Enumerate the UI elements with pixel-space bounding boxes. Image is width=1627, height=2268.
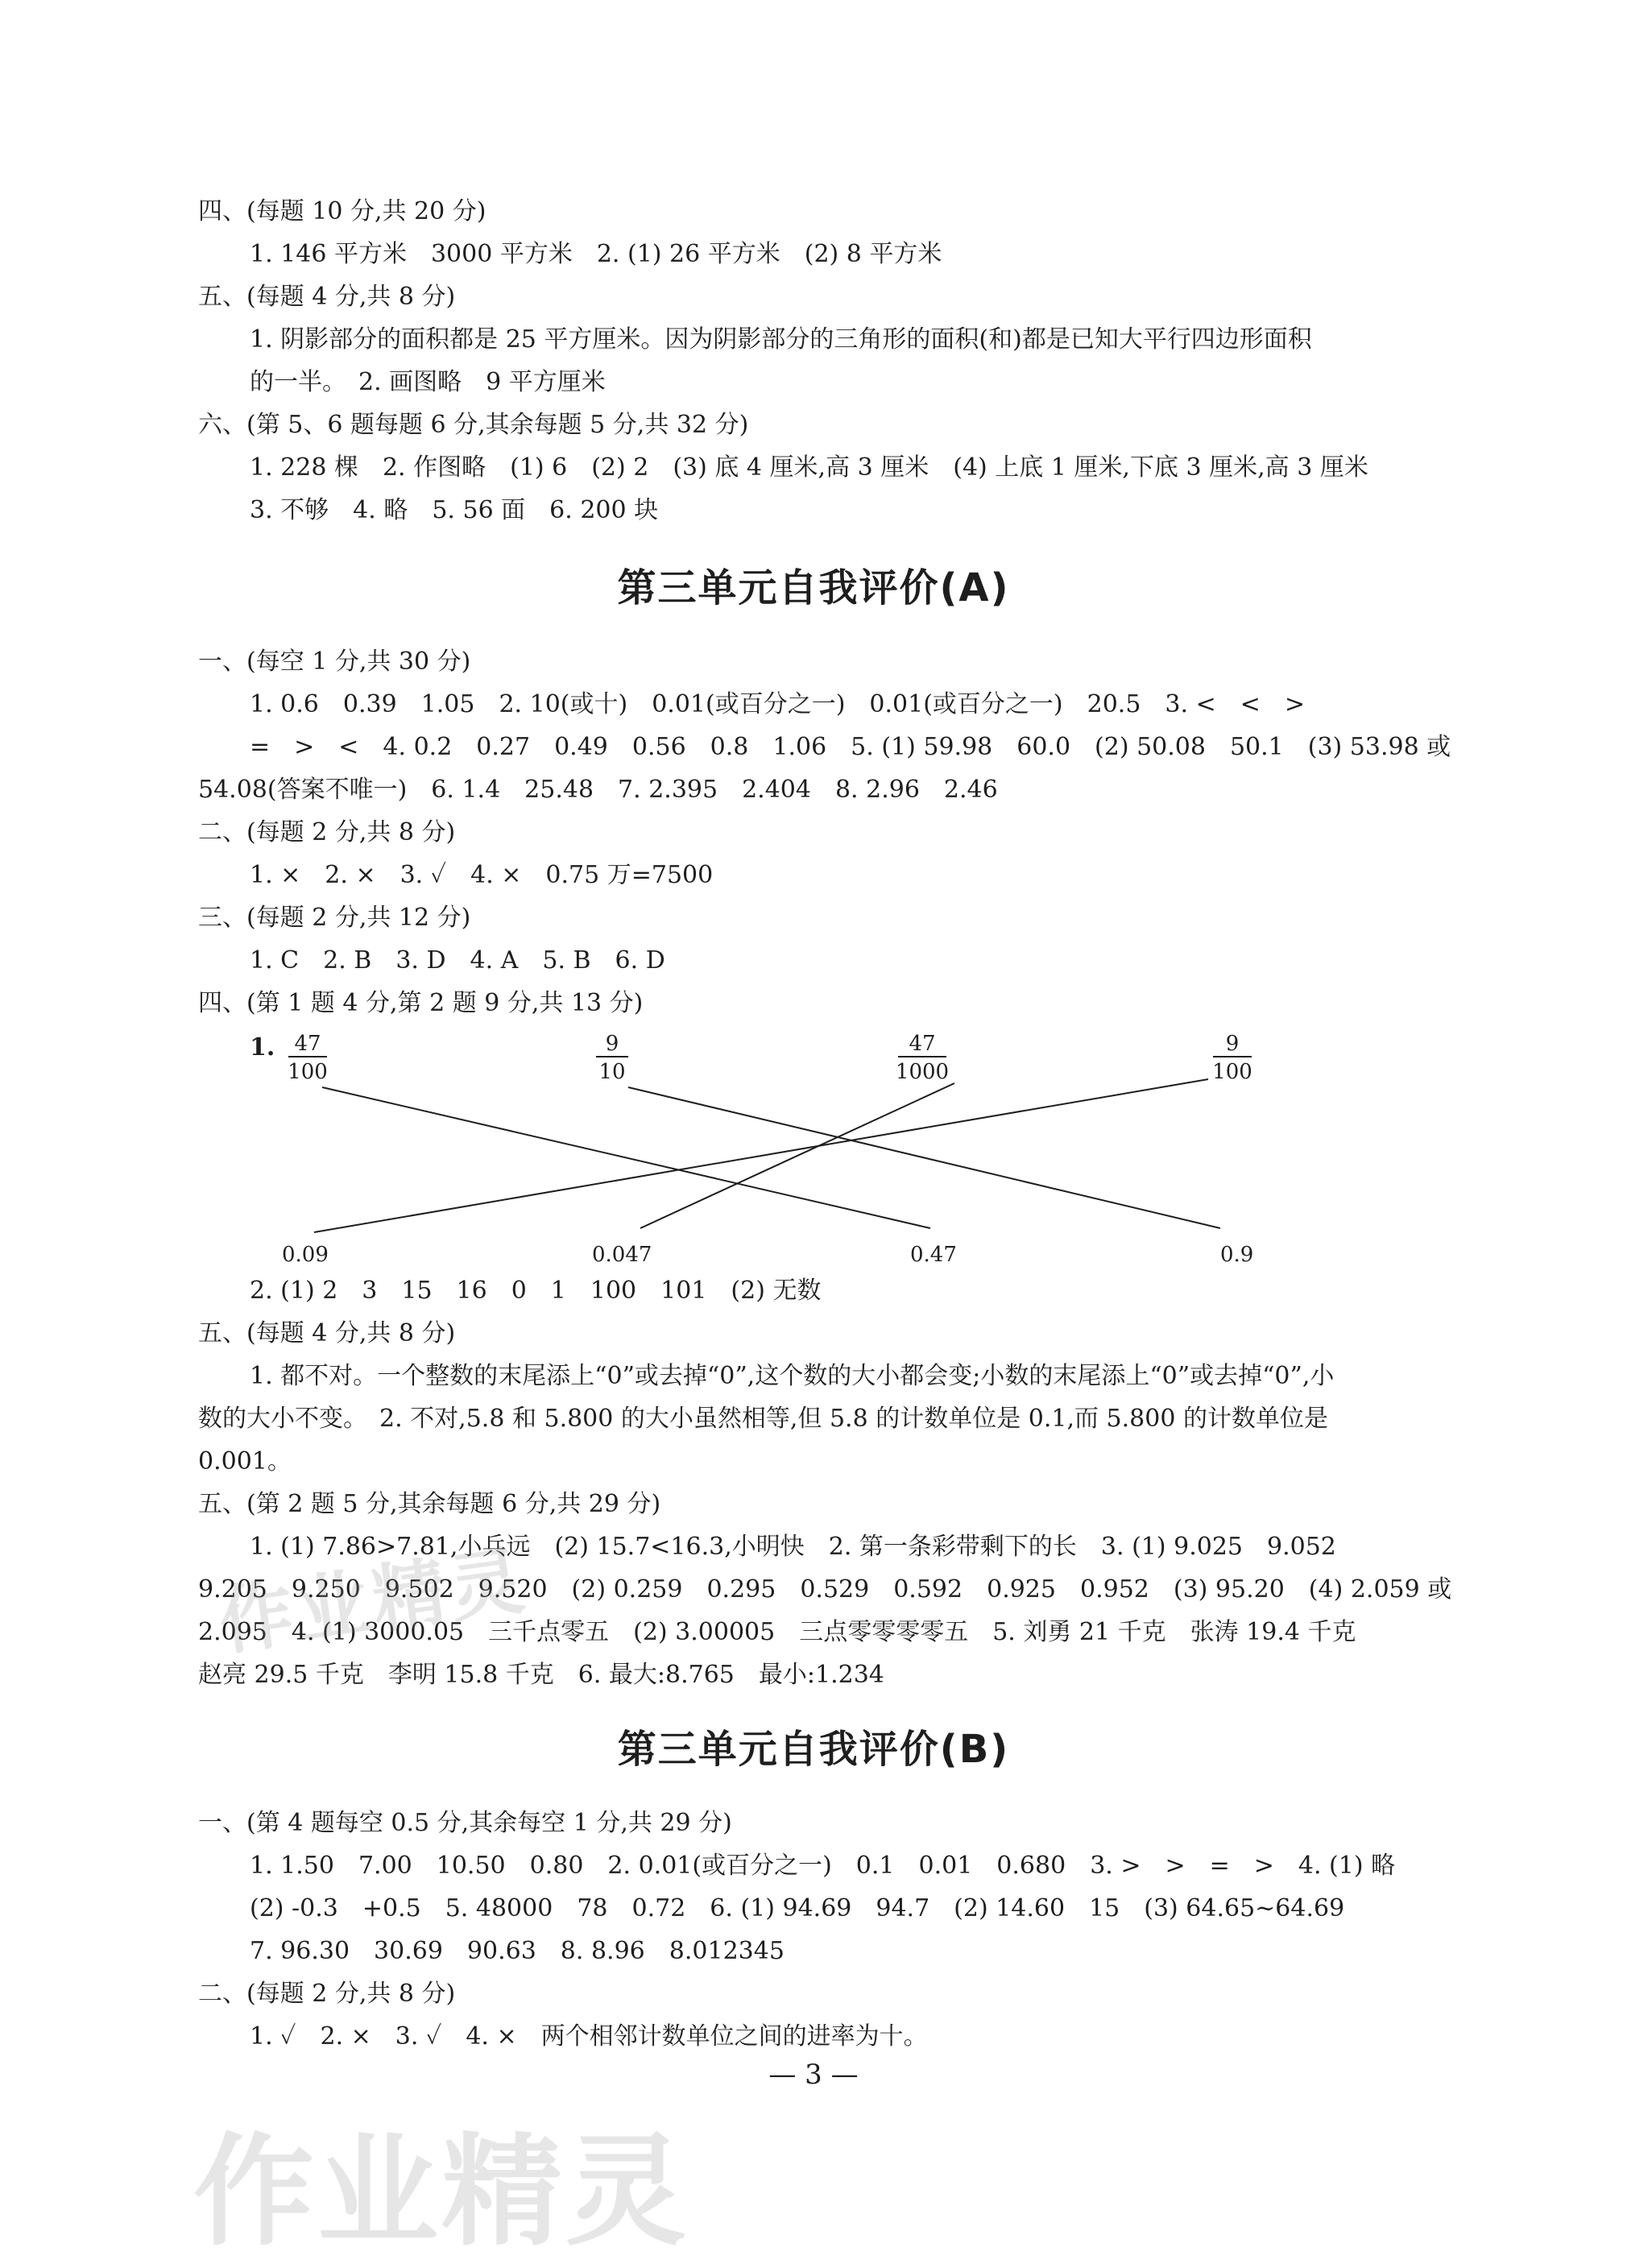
answer-line: 2. (1) 2 3 15 16 0 1 100 101 (2) 无数 <box>250 1277 822 1305</box>
section-header: 三、(每题 2 分,共 12 分) <box>198 904 471 932</box>
match-line <box>628 1087 1220 1228</box>
fraction-numerator: 47 <box>909 1032 936 1056</box>
match-line <box>640 1083 954 1228</box>
match-line <box>322 1087 930 1228</box>
unit-a-title: 第三单元自我评价(A) <box>617 565 1010 610</box>
section-header: 四、(每题 10 分,共 20 分) <box>198 197 486 226</box>
answer-line: 1. 146 平方米 3000 平方米 2. (1) 26 平方米 (2) 8 平方米 <box>250 240 942 268</box>
answer-line: 2.095 4. (1) 3000.05 三千点零五 (2) 3.00005 三点零零零零五 5. 刘勇 21 千克 张涛 19.4 千克 <box>198 1618 1356 1646</box>
section-header: 二、(每题 2 分,共 8 分) <box>198 1980 456 2008</box>
fraction-9-10 <box>596 1032 628 1084</box>
fraction-numerator: 47 <box>294 1032 321 1056</box>
decimal-label: 0.9 <box>1220 1243 1254 1267</box>
unit-b-title: 第三单元自我评价(B) <box>617 1727 1010 1772</box>
answer-line: 1. 阴影部分的面积都是 25 平方厘米。因为阴影部分的三角形的面积(和)都是已知大平行四边形面积 <box>250 325 1312 354</box>
fraction-denominator: 100 <box>288 1060 328 1084</box>
answer-line: 1. 0.6 0.39 1.05 2. 10(或十) 0.01(或百分之一) 0.01(或百分之一) 20.5 3. < < > <box>250 690 1305 718</box>
answer-line: 1. ✓ 2. × 3. ✓ 4. × 两个相邻计数单位之间的进率为十。 <box>250 2022 928 2051</box>
decimal-label: 0.47 <box>910 1243 957 1267</box>
answer-line: 1. C 2. B 3. D 4. A 5. B 6. D <box>250 946 665 975</box>
answer-line: 54.08(答案不唯一) 6. 1.4 25.48 7. 2.395 2.404 8. 2.96 2.46 <box>198 776 998 804</box>
fraction-denominator: 1000 <box>895 1060 950 1084</box>
answer-line: 的一半。 2. 画图略 9 平方厘米 <box>250 368 606 396</box>
answer-line: 1. 都不对。一个整数的末尾添上“0”或去掉“0”,这个数的大小都会变;小数的末尾添上“0”或去掉“0”,小 <box>250 1362 1335 1390</box>
fraction-47-1000 <box>896 1032 949 1084</box>
answer-line: 9.205 9.250 9.502 9.520 (2) 0.259 0.295 0.529 0.592 0.925 0.952 (3) 95.20 (4) 2.059 或 <box>198 1575 1452 1604</box>
answer-line: = > < 4. 0.2 0.27 0.49 0.56 0.8 1.06 5. (1) 59.98 60.0 (2) 50.08 50.1 (3) 53.98 或 <box>250 733 1451 761</box>
question-number: 1. <box>250 1033 275 1062</box>
answer-line: 赵亮 29.5 千克 李明 15.8 千克 6. 最大:8.765 最小:1.234 <box>198 1661 884 1689</box>
answer-line: 1. 228 棵 2. 作图略 (1) 6 (2) 2 (3) 底 4 厘米,高 3 厘米 (4) 上底 1 厘米,下底 3 厘米,高 3 厘米 <box>250 453 1368 482</box>
answer-line: 1. 1.50 7.00 10.50 0.80 2. 0.01(或百分之一) 0.1 0.01 0.680 3. > > = > 4. (1) 略 <box>250 1852 1396 1880</box>
match-line <box>314 1079 1208 1232</box>
answer-line: 3. 不够 4. 略 5. 56 面 6. 200 块 <box>250 496 659 524</box>
answer-line: 0.001。 <box>198 1447 292 1475</box>
answer-line: 数的大小不变。 2. 不对,5.8 和 5.800 的大小虽然相等,但 5.8 的计数单位是 0.1,而 5.800 的计数单位是 <box>198 1405 1328 1433</box>
section-header: 二、(每题 2 分,共 8 分) <box>198 818 456 846</box>
answer-line: (2) -0.3 +0.5 5. 48000 78 0.72 6. (1) 94.69 94.7 (2) 14.60 15 (3) 64.65~64.69 <box>250 1894 1345 1922</box>
section-header: 一、(第 4 题每空 0.5 分,其余每空 1 分,共 29 分) <box>198 1809 732 1837</box>
section-header: 六、(第 5、6 题每题 6 分,其余每题 5 分,共 32 分) <box>198 411 749 439</box>
answer-line: 1. (1) 7.86>7.81,小兵远 (2) 15.7<16.3,小明快 2. 第一条彩带剩下的长 3. (1) 9.025 9.052 <box>250 1533 1336 1561</box>
answer-line: 7. 96.30 30.69 90.63 8. 8.96 8.012345 <box>250 1937 785 1965</box>
watermark: 作业精灵 <box>193 2122 690 2262</box>
fraction-9-100 <box>1212 1032 1252 1084</box>
fraction-denominator: 10 <box>598 1060 626 1084</box>
answer-line: 1. × 2. × 3. ✓ 4. × 0.75 万=7500 <box>250 861 714 889</box>
section-header: 四、(第 1 题 4 分,第 2 题 9 分,共 13 分) <box>198 989 644 1017</box>
page-number: — 3 — <box>768 2059 859 2091</box>
section-header: 五、(第 2 题 5 分,其余每题 6 分,共 29 分) <box>198 1490 661 1518</box>
fraction-numerator: 9 <box>1225 1032 1240 1056</box>
section-header: 五、(每题 4 分,共 8 分) <box>198 1319 456 1347</box>
decimal-label: 0.09 <box>282 1243 329 1267</box>
watermark: 作业精灵 <box>213 1537 532 1666</box>
fraction-denominator: 100 <box>1212 1060 1252 1084</box>
decimal-label: 0.047 <box>592 1243 652 1267</box>
section-header: 一、(每空 1 分,共 30 分) <box>198 648 471 676</box>
fraction-47-100 <box>288 1032 328 1084</box>
section-header: 五、(每题 4 分,共 8 分) <box>198 283 456 311</box>
fraction-numerator: 9 <box>605 1032 619 1056</box>
